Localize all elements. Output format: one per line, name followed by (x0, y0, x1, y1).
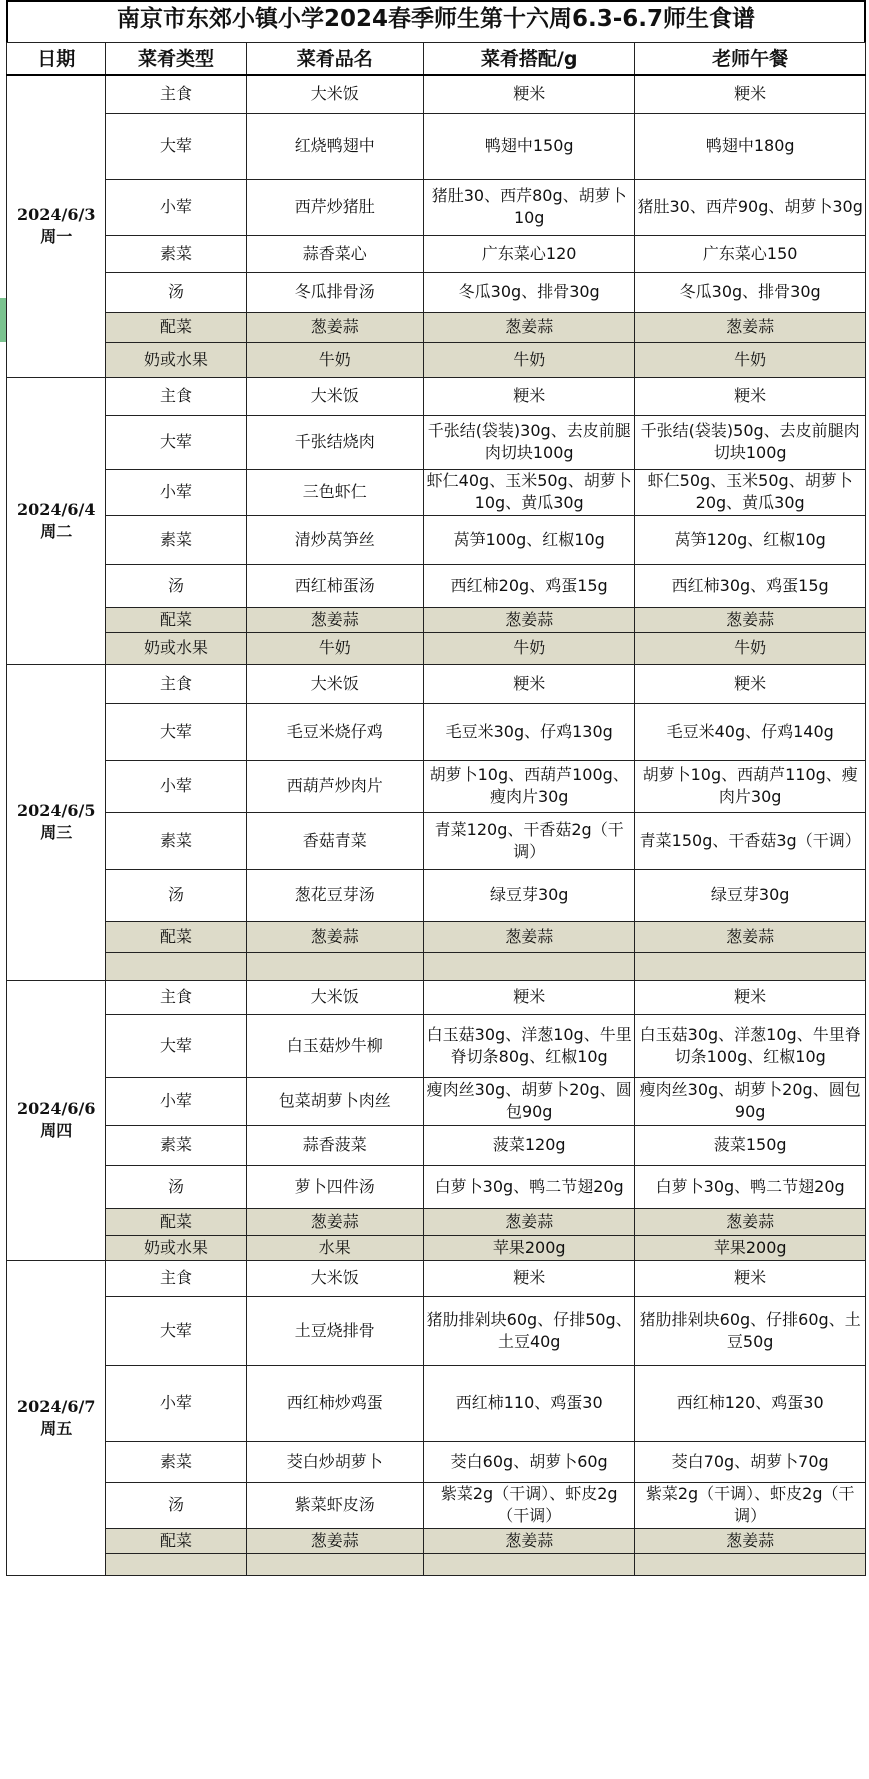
table-row (7, 1208, 866, 1235)
date-cell (7, 980, 106, 1260)
weekday-value: 周一 (40, 227, 73, 247)
ingredients-cell: 鸭翅中150g (424, 113, 635, 179)
teacher-lunch-cell: 绿豆芽30g (635, 869, 866, 921)
header-row (7, 43, 866, 76)
header-date: 日期 (7, 43, 106, 76)
dish-name-cell: 葱花豆芽汤 (246, 869, 423, 921)
dish-name-cell: 大米饭 (246, 75, 423, 113)
dish-name-cell: 包菜胡萝卜肉丝 (246, 1077, 423, 1125)
dish-type-cell: 汤 (106, 1482, 246, 1528)
ingredients-cell: 胡萝卜10g、西葫芦100g、瘦肉片30g (424, 760, 635, 812)
ingredients-cell: 猪肚30、西芹80g、胡萝卜10g (424, 179, 635, 235)
table-row (7, 703, 866, 760)
dish-type-cell: 素菜 (106, 1125, 246, 1165)
dish-type-cell: 汤 (106, 869, 246, 921)
dish-type-cell: 大荤 (106, 113, 246, 179)
table-row (7, 869, 866, 921)
dish-name-cell: 葱姜蒜 (246, 607, 423, 632)
dish-name-cell (246, 952, 423, 980)
ingredients-cell: 西红柿110、鸡蛋30 (424, 1365, 635, 1441)
ingredients-cell: 冬瓜30g、排骨30g (424, 272, 635, 312)
header-teacher-lunch: 老师午餐 (635, 43, 866, 76)
teacher-lunch-cell: 粳米 (635, 377, 866, 415)
teacher-lunch-cell: 毛豆米40g、仔鸡140g (635, 703, 866, 760)
ingredients-cell: 绿豆芽30g (424, 869, 635, 921)
ingredients-cell: 广东菜心120 (424, 235, 635, 272)
dish-name-cell: 蒜香菜心 (246, 235, 423, 272)
teacher-lunch-cell: 苹果200g (635, 1235, 866, 1260)
table-row (7, 75, 866, 113)
teacher-lunch-cell: 牛奶 (635, 632, 866, 664)
ingredients-cell: 葱姜蒜 (424, 607, 635, 632)
ingredients-cell (424, 1553, 635, 1575)
teacher-lunch-cell: 葱姜蒜 (635, 921, 866, 952)
teacher-lunch-cell: 粳米 (635, 664, 866, 703)
dish-name-cell: 红烧鸭翅中 (246, 113, 423, 179)
teacher-lunch-cell: 西红柿30g、鸡蛋15g (635, 564, 866, 607)
teacher-lunch-cell: 紫菜2g（干调）、虾皮2g（干调） (635, 1482, 866, 1528)
teacher-lunch-cell: 虾仁50g、玉米50g、胡萝卜20g、黄瓜30g (635, 469, 866, 515)
teacher-lunch-cell: 鸭翅中180g (635, 113, 866, 179)
dish-type-cell: 大荤 (106, 1014, 246, 1077)
table-row (7, 272, 866, 312)
ingredients-cell: 菠菜120g (424, 1125, 635, 1165)
date-cell (7, 377, 106, 664)
teacher-lunch-cell: 葱姜蒜 (635, 1208, 866, 1235)
dish-type-cell: 主食 (106, 377, 246, 415)
table-row (7, 664, 866, 703)
dish-type-cell: 小荤 (106, 760, 246, 812)
ingredients-cell: 白玉菇30g、洋葱10g、牛里脊切条80g、红椒10g (424, 1014, 635, 1077)
date-cell (7, 75, 106, 377)
teacher-lunch-cell: 莴笋120g、红椒10g (635, 515, 866, 564)
ingredients-cell: 莴笋100g、红椒10g (424, 515, 635, 564)
table-row (7, 312, 866, 342)
ingredients-cell (424, 952, 635, 980)
date-value: 2024/6/3 (16, 205, 96, 225)
ingredients-cell: 粳米 (424, 377, 635, 415)
table-row (7, 607, 866, 632)
dish-type-cell: 配菜 (106, 921, 246, 952)
table-row (7, 921, 866, 952)
dish-name-cell: 茭白炒胡萝卜 (246, 1441, 423, 1482)
dish-type-cell: 主食 (106, 1260, 246, 1296)
dish-type-cell: 奶或水果 (106, 342, 246, 377)
dish-name-cell: 牛奶 (246, 632, 423, 664)
ingredients-cell: 瘦肉丝30g、胡萝卜20g、圆包90g (424, 1077, 635, 1125)
dish-type-cell: 汤 (106, 564, 246, 607)
dish-name-cell: 冬瓜排骨汤 (246, 272, 423, 312)
dish-type-cell: 奶或水果 (106, 632, 246, 664)
dish-type-cell: 小荤 (106, 469, 246, 515)
dish-name-cell: 西葫芦炒肉片 (246, 760, 423, 812)
dish-type-cell: 大荤 (106, 415, 246, 469)
dish-name-cell: 千张结烧肉 (246, 415, 423, 469)
table-row (7, 1260, 866, 1296)
dish-name-cell (246, 1553, 423, 1575)
dish-type-cell: 素菜 (106, 515, 246, 564)
dish-name-cell: 大米饭 (246, 377, 423, 415)
dish-name-cell: 三色虾仁 (246, 469, 423, 515)
dish-type-cell: 汤 (106, 272, 246, 312)
ingredients-cell: 紫菜2g（干调）、虾皮2g（干调） (424, 1482, 635, 1528)
dish-type-cell: 配菜 (106, 607, 246, 632)
ingredients-cell: 苹果200g (424, 1235, 635, 1260)
teacher-lunch-cell: 葱姜蒜 (635, 1528, 866, 1553)
table-row (7, 113, 866, 179)
dish-name-cell: 西红柿炒鸡蛋 (246, 1365, 423, 1441)
table-row (7, 1365, 866, 1441)
teacher-lunch-cell: 牛奶 (635, 342, 866, 377)
ingredients-cell: 牛奶 (424, 342, 635, 377)
dish-type-cell: 大荤 (106, 703, 246, 760)
ingredients-cell: 葱姜蒜 (424, 1208, 635, 1235)
teacher-lunch-cell: 千张结(袋装)50g、去皮前腿肉切块100g (635, 415, 866, 469)
table-row (7, 1528, 866, 1553)
teacher-lunch-cell: 猪肋排剁块60g、仔排60g、土豆50g (635, 1296, 866, 1365)
table-row (7, 564, 866, 607)
menu-table (6, 42, 866, 1576)
dish-type-cell (106, 952, 246, 980)
dish-name-cell: 西芹炒猪肚 (246, 179, 423, 235)
weekday-value: 周四 (40, 1121, 73, 1140)
dish-type-cell: 汤 (106, 1165, 246, 1208)
table-row (7, 1441, 866, 1482)
teacher-lunch-cell: 白萝卜30g、鸭二节翅20g (635, 1165, 866, 1208)
ingredients-cell: 粳米 (424, 980, 635, 1014)
dish-name-cell: 大米饭 (246, 664, 423, 703)
ingredients-cell: 粳米 (424, 664, 635, 703)
dish-name-cell: 香菇青菜 (246, 812, 423, 869)
table-row (7, 952, 866, 980)
dish-type-cell: 配菜 (106, 312, 246, 342)
ingredients-cell: 白萝卜30g、鸭二节翅20g (424, 1165, 635, 1208)
dish-type-cell: 主食 (106, 980, 246, 1014)
teacher-lunch-cell: 葱姜蒜 (635, 607, 866, 632)
dish-type-cell: 主食 (106, 664, 246, 703)
teacher-lunch-cell (635, 952, 866, 980)
ingredients-cell: 葱姜蒜 (424, 312, 635, 342)
dish-type-cell: 配菜 (106, 1208, 246, 1235)
dish-name-cell: 毛豆米烧仔鸡 (246, 703, 423, 760)
dish-type-cell: 小荤 (106, 179, 246, 235)
table-row (7, 812, 866, 869)
teacher-lunch-cell: 葱姜蒜 (635, 312, 866, 342)
table-row (7, 1077, 866, 1125)
dish-type-cell: 奶或水果 (106, 1235, 246, 1260)
teacher-lunch-cell: 粳米 (635, 1260, 866, 1296)
dish-type-cell: 小荤 (106, 1077, 246, 1125)
table-row (7, 415, 866, 469)
weekday-value: 周五 (40, 1418, 73, 1438)
header-dish-name: 菜肴品名 (246, 43, 423, 76)
date-value: 2024/6/7 (16, 1396, 96, 1416)
table-row (7, 632, 866, 664)
table-row (7, 1014, 866, 1077)
teacher-lunch-cell: 菠菜150g (635, 1125, 866, 1165)
dish-name-cell: 大米饭 (246, 1260, 423, 1296)
dish-type-cell (106, 1553, 246, 1575)
date-cell (7, 1260, 106, 1575)
ingredients-cell: 葱姜蒜 (424, 1528, 635, 1553)
table-row (7, 235, 866, 272)
table-row (7, 377, 866, 415)
dish-name-cell: 葱姜蒜 (246, 312, 423, 342)
dish-name-cell: 牛奶 (246, 342, 423, 377)
ingredients-cell: 虾仁40g、玉米50g、胡萝卜10g、黄瓜30g (424, 469, 635, 515)
teacher-lunch-cell: 冬瓜30g、排骨30g (635, 272, 866, 312)
table-row (7, 1296, 866, 1365)
table-row (7, 1235, 866, 1260)
teacher-lunch-cell (635, 1553, 866, 1575)
table-row (7, 980, 866, 1014)
dish-type-cell: 主食 (106, 75, 246, 113)
ingredients-cell: 茭白60g、胡萝卜60g (424, 1441, 635, 1482)
teacher-lunch-cell: 白玉菇30g、洋葱10g、牛里脊切条100g、红椒10g (635, 1014, 866, 1077)
dish-name-cell: 紫菜虾皮汤 (246, 1482, 423, 1528)
table-row (7, 179, 866, 235)
table-row (7, 1165, 866, 1208)
table-row (7, 1553, 866, 1575)
teacher-lunch-cell: 茭白70g、胡萝卜70g (635, 1441, 866, 1482)
dish-name-cell: 大米饭 (246, 980, 423, 1014)
ingredients-cell: 粳米 (424, 1260, 635, 1296)
dish-type-cell: 大荤 (106, 1296, 246, 1365)
dish-name-cell: 清炒莴笋丝 (246, 515, 423, 564)
table-row (7, 469, 866, 515)
teacher-lunch-cell: 瘦肉丝30g、胡萝卜20g、圆包90g (635, 1077, 866, 1125)
header-ingredients: 菜肴搭配/g (424, 43, 635, 76)
header-dish-type: 菜肴类型 (106, 43, 246, 76)
dish-type-cell: 小荤 (106, 1365, 246, 1441)
dish-name-cell: 葱姜蒜 (246, 1528, 423, 1553)
weekday-value: 周二 (40, 521, 73, 541)
date-value: 2024/6/4 (16, 499, 96, 519)
teacher-lunch-cell: 粳米 (635, 980, 866, 1014)
teacher-lunch-cell: 广东菜心150 (635, 235, 866, 272)
ingredients-cell: 西红柿20g、鸡蛋15g (424, 564, 635, 607)
dish-type-cell: 素菜 (106, 235, 246, 272)
dish-name-cell: 白玉菇炒牛柳 (246, 1014, 423, 1077)
weekday-value: 周三 (40, 823, 73, 842)
dish-name-cell: 蒜香菠菜 (246, 1125, 423, 1165)
teacher-lunch-cell: 西红柿120、鸡蛋30 (635, 1365, 866, 1441)
dish-name-cell: 水果 (246, 1235, 423, 1260)
ingredients-cell: 牛奶 (424, 632, 635, 664)
menu-body (7, 75, 866, 1575)
teacher-lunch-cell: 猪肚30、西芹90g、胡萝卜30g (635, 179, 866, 235)
date-value: 2024/6/5 (16, 801, 96, 820)
ingredients-cell: 青菜120g、干香菇2g（干调） (424, 812, 635, 869)
teacher-lunch-cell: 胡萝卜10g、西葫芦110g、瘦肉片30g (635, 760, 866, 812)
ingredients-cell: 毛豆米30g、仔鸡130g (424, 703, 635, 760)
dish-type-cell: 素菜 (106, 1441, 246, 1482)
table-row (7, 342, 866, 377)
teacher-lunch-cell: 青菜150g、干香菇3g（干调） (635, 812, 866, 869)
dish-name-cell: 葱姜蒜 (246, 921, 423, 952)
page-title: 南京市东郊小镇小学2024春季师生第十六周6.3-6.7师生食谱 (6, 0, 866, 42)
dish-name-cell: 萝卜四件汤 (246, 1165, 423, 1208)
dish-type-cell: 配菜 (106, 1528, 246, 1553)
date-cell (7, 664, 106, 980)
dish-name-cell: 葱姜蒜 (246, 1208, 423, 1235)
ingredients-cell: 猪肋排剁块60g、仔排50g、土豆40g (424, 1296, 635, 1365)
ingredients-cell: 粳米 (424, 75, 635, 113)
table-row (7, 1482, 866, 1528)
date-value: 2024/6/6 (16, 1099, 96, 1118)
dish-name-cell: 西红柿蛋汤 (246, 564, 423, 607)
dish-type-cell: 素菜 (106, 812, 246, 869)
ingredients-cell: 葱姜蒜 (424, 921, 635, 952)
ingredients-cell: 千张结(袋装)30g、去皮前腿肉切块100g (424, 415, 635, 469)
dish-name-cell: 土豆烧排骨 (246, 1296, 423, 1365)
teacher-lunch-cell: 粳米 (635, 75, 866, 113)
table-row (7, 515, 866, 564)
table-row (7, 760, 866, 812)
table-row (7, 1125, 866, 1165)
